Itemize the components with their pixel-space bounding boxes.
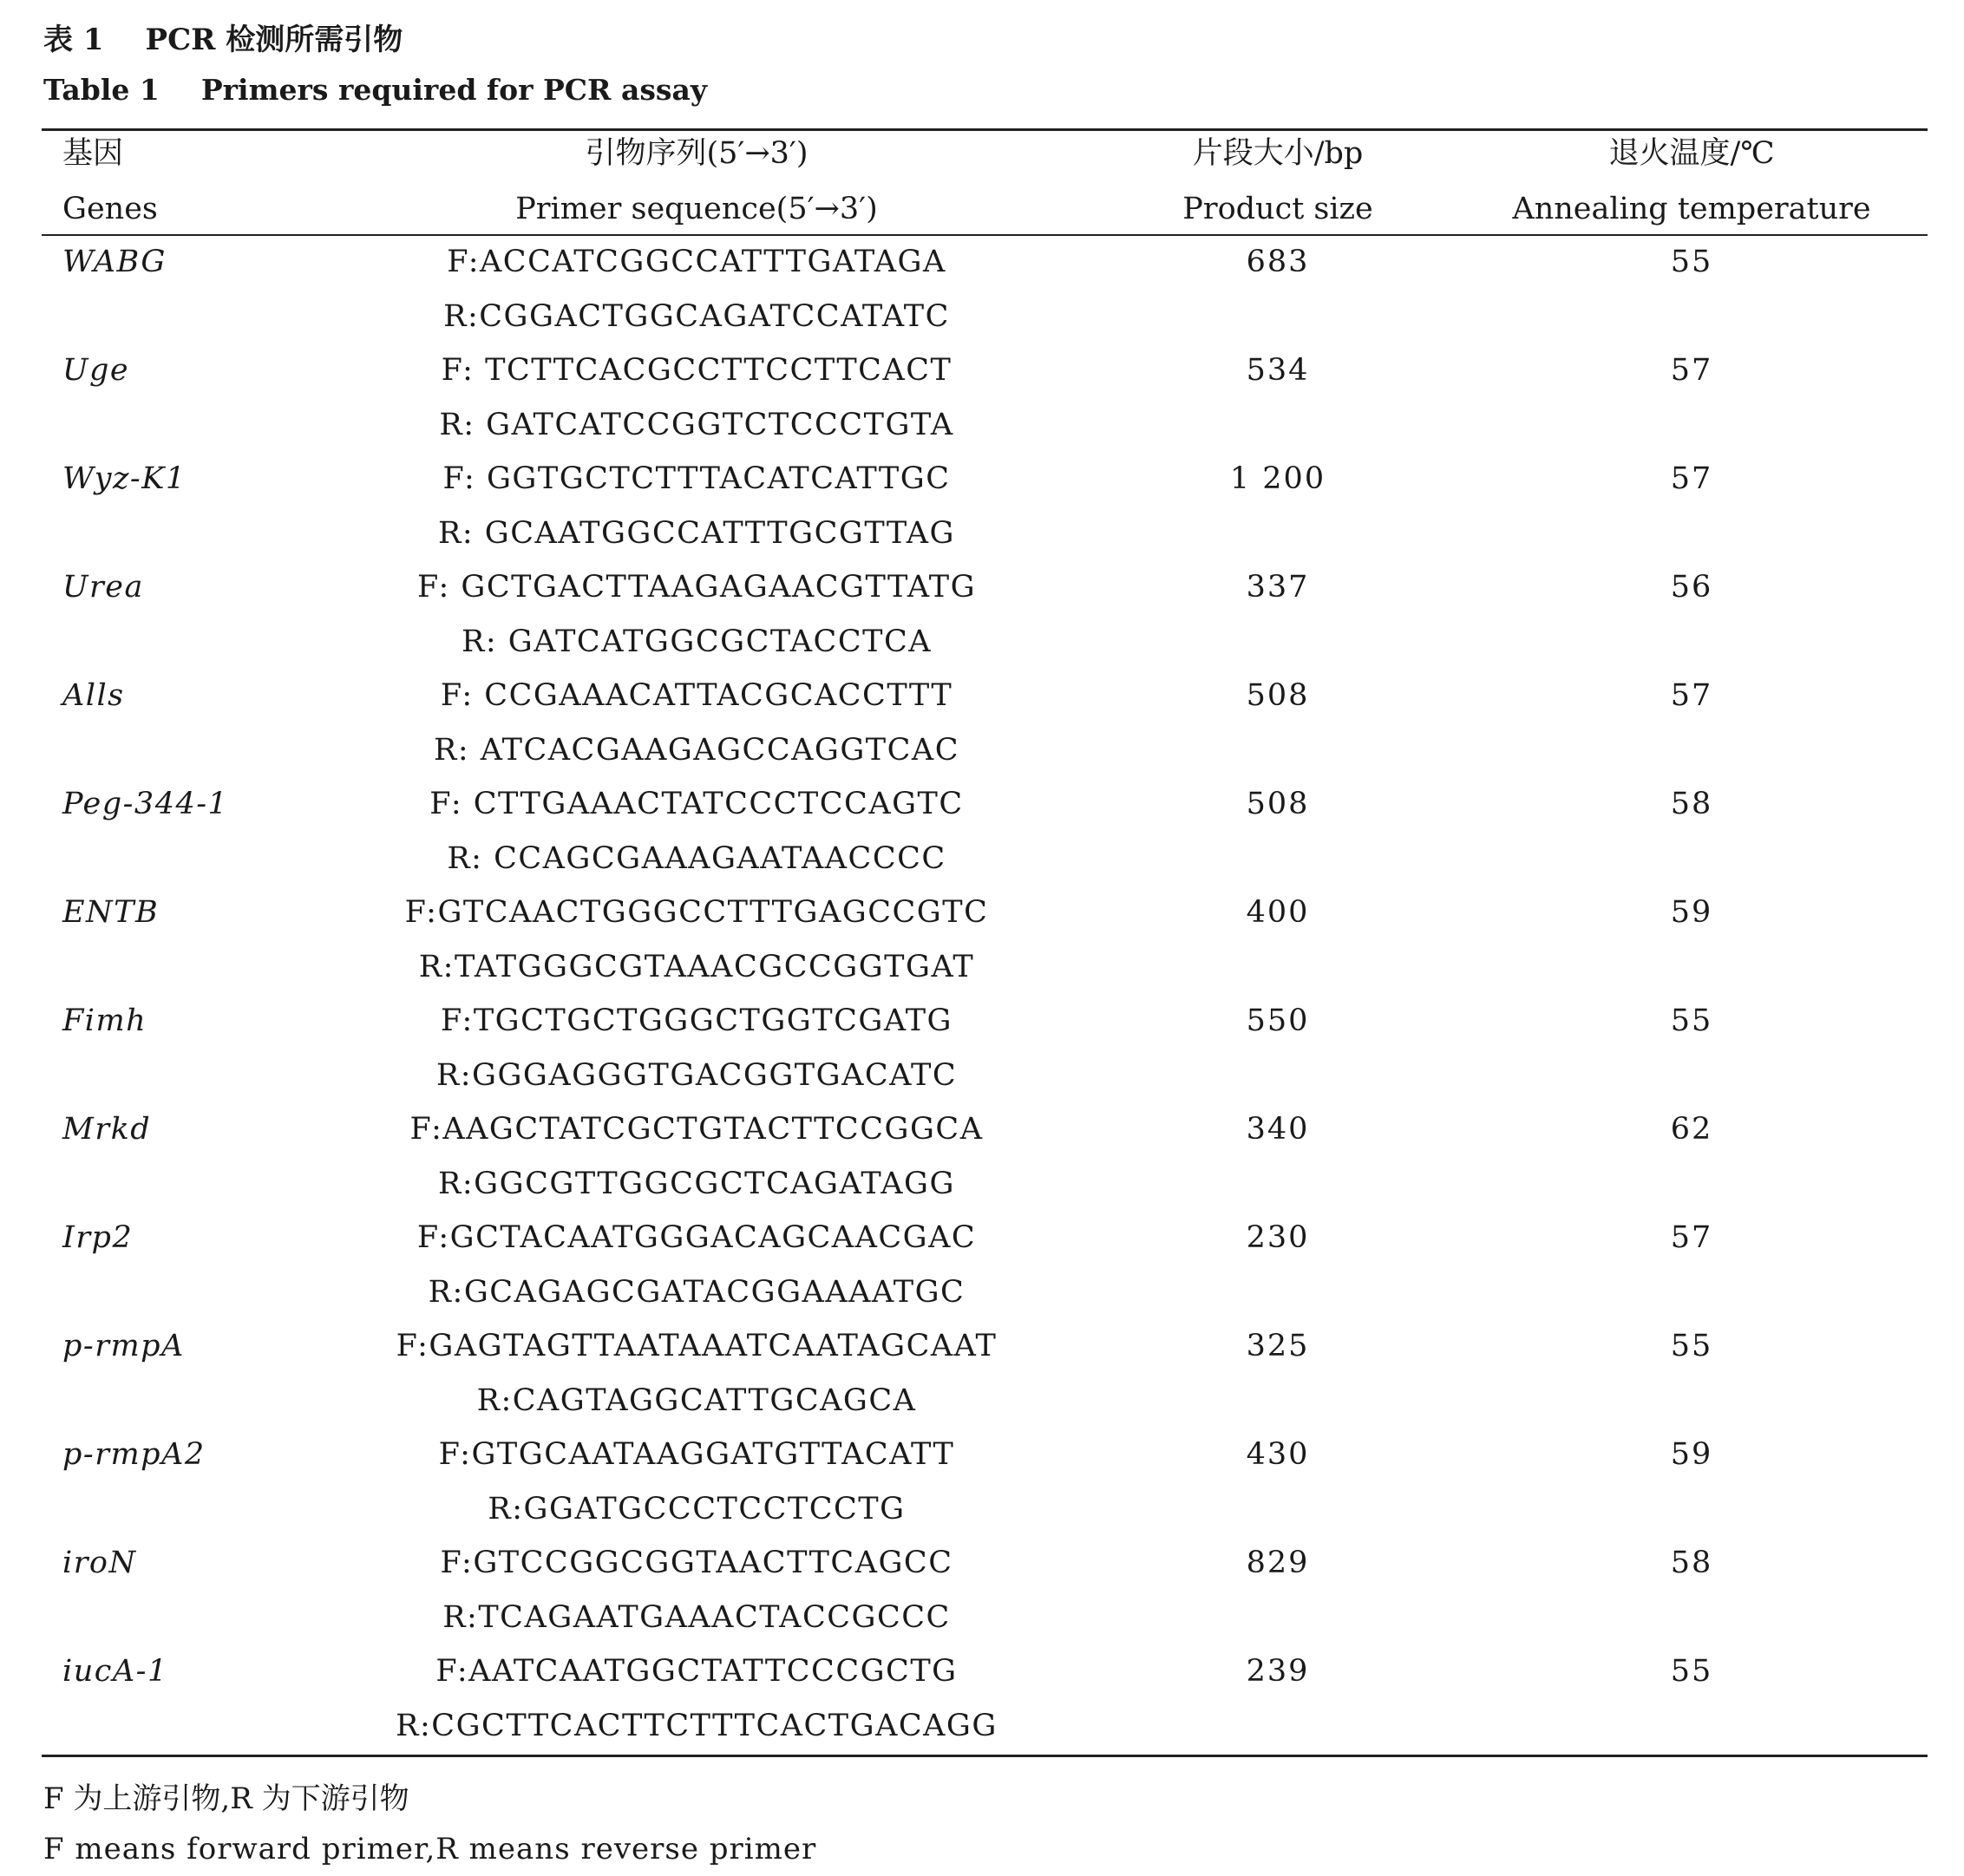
table-bottom-rule	[42, 1755, 1928, 1757]
annealing-temperature: 55	[1670, 1654, 1713, 1689]
annealing-temperature: 59	[1670, 895, 1713, 930]
annealing-temperature: 56	[1670, 570, 1713, 605]
product-size: 337	[1246, 570, 1310, 605]
primer-forward: F:GTGCAATAAGGATGTTACATT	[438, 1437, 955, 1472]
product-size: 534	[1246, 353, 1310, 388]
table-footnote-en: F means forward primer,R means reverse primer	[43, 1832, 817, 1866]
header-genes-en: Genes	[62, 192, 158, 226]
gene-name: ENTB	[62, 895, 160, 930]
primer-forward: F: CCGAAACATTACGCACCTTT	[440, 678, 953, 713]
header-sequence-zh: 引物序列(5′→3′)	[585, 136, 809, 171]
table-header-rule	[42, 234, 1928, 236]
header-sequence-en: Primer sequence(5′→3′)	[515, 192, 878, 226]
annealing-temperature: 55	[1670, 245, 1713, 279]
product-size: 550	[1246, 1003, 1310, 1038]
gene-name: Fimh	[62, 1003, 147, 1038]
primer-forward: F:GAGTAGTTAATAAATCAATAGCAAT	[396, 1329, 998, 1363]
gene-name: Urea	[62, 570, 144, 605]
primer-forward: F: GGTGCTCTTTACATCATTGC	[442, 461, 951, 496]
annealing-temperature: 62	[1670, 1112, 1713, 1147]
gene-name: Mrkd	[62, 1112, 152, 1147]
product-size: 230	[1246, 1220, 1310, 1255]
annealing-temperature: 59	[1670, 1437, 1713, 1472]
primer-reverse: R: GATCATGGCGCTACCTCA	[461, 624, 933, 659]
table-title-zh: PCR 检测所需引物	[145, 23, 403, 57]
header-temperature-zh: 退火温度/℃	[1608, 136, 1775, 171]
primer-reverse: R:CGGACTGGCAGATCCATATC	[443, 299, 950, 334]
header-temperature-en: Annealing temperature	[1512, 192, 1871, 226]
annealing-temperature: 55	[1670, 1003, 1713, 1038]
annealing-temperature: 57	[1670, 678, 1713, 713]
annealing-temperature: 58	[1670, 1546, 1713, 1580]
table-top-rule	[42, 128, 1928, 131]
primer-reverse: R:TATGGGCGTAAACGCCGGTGAT	[418, 950, 975, 984]
table-footnote-zh: F 为上游引物,R 为下游引物	[43, 1781, 409, 1816]
product-size: 430	[1246, 1437, 1310, 1472]
product-size: 1 200	[1229, 461, 1326, 496]
primer-reverse: R:CGCTTCACTTCTTTCACTGACAGG	[396, 1709, 998, 1743]
header-size-en: Product size	[1182, 192, 1373, 226]
gene-name: WABG	[62, 245, 167, 279]
gene-name: Peg-344-1	[62, 787, 229, 821]
gene-name: iroN	[62, 1546, 137, 1580]
product-size: 325	[1246, 1329, 1310, 1363]
table-title-en: Primers required for PCR assay	[200, 73, 708, 107]
annealing-temperature: 57	[1670, 461, 1713, 496]
primer-forward: F:ACCATCGGCCATTTGATAGA	[447, 245, 946, 279]
product-size: 340	[1246, 1112, 1310, 1147]
gene-name: Wyz-K1	[62, 461, 187, 496]
primer-forward: F:GTCCGGCGGTAACTTCAGCC	[440, 1546, 953, 1580]
primer-forward: F:GCTACAATGGGACAGCAACGAC	[416, 1220, 977, 1255]
primer-reverse: R:GCAGAGCGATACGGAAAATGC	[428, 1275, 966, 1310]
primer-forward: F: TCTTCACGCCTTCCTTCACT	[441, 353, 953, 388]
primer-reverse: R: CCAGCGAAAGAATAACCCC	[447, 841, 946, 876]
primer-forward: F: GCTGACTTAAGAGAACGTTATG	[416, 570, 977, 605]
primer-reverse: R:GGCGTTGGCGCTCAGATAGG	[438, 1167, 955, 1201]
annealing-temperature: 55	[1670, 1329, 1713, 1363]
gene-name: Uge	[62, 353, 130, 388]
gene-name: Alls	[62, 678, 125, 713]
annealing-temperature: 57	[1670, 353, 1713, 388]
product-size: 508	[1246, 678, 1310, 713]
primer-reverse: R:GGATGCCCTCCTCCTG	[488, 1492, 906, 1526]
header-genes-zh: 基因	[62, 136, 124, 171]
gene-name: p-rmpA2	[62, 1437, 206, 1472]
product-size: 683	[1246, 245, 1310, 279]
gene-name: iucA-1	[62, 1654, 168, 1689]
primer-reverse: R: ATCACGAAGAGCCAGGTCAC	[434, 733, 959, 768]
annealing-temperature: 58	[1670, 787, 1713, 821]
primer-forward: F:TGCTGCTGGGCTGGTCGATG	[440, 1003, 953, 1038]
table-caption-en	[43, 73, 707, 107]
table-caption-zh	[43, 16, 403, 58]
table-number-en: Table 1	[43, 73, 160, 107]
primer-reverse: R:GGGAGGGTGACGGTGACATC	[435, 1058, 958, 1093]
gene-name: p-rmpA	[62, 1329, 185, 1363]
primer-reverse: R:TCAGAATGAAACTACCGCCC	[442, 1600, 951, 1635]
primer-forward: F:GTCAACTGGGCCTTTGAGCCGTC	[404, 895, 989, 930]
product-size: 508	[1246, 787, 1310, 821]
primer-forward: F:AAGCTATCGCTGTACTTCCGGCA	[409, 1112, 984, 1147]
primer-reverse: R: GATCATCCGGTCTCCCTGTA	[439, 408, 954, 442]
gene-name: Irp2	[62, 1220, 134, 1255]
header-size-zh: 片段大小/bp	[1192, 136, 1364, 171]
primer-forward: F:AATCAATGGCTATTCCCGCTG	[435, 1654, 958, 1689]
primer-reverse: R: GCAATGGCCATTTGCGTTAG	[437, 516, 956, 551]
table-number-zh: 表 1	[43, 23, 104, 57]
product-size: 829	[1246, 1546, 1310, 1580]
primer-reverse: R:CAGTAGGCATTGCAGCA	[476, 1383, 917, 1418]
primer-forward: F: CTTGAAACTATCCCTCCAGTC	[429, 787, 964, 821]
annealing-temperature: 57	[1670, 1220, 1713, 1255]
product-size: 400	[1246, 895, 1310, 930]
product-size: 239	[1246, 1654, 1310, 1689]
